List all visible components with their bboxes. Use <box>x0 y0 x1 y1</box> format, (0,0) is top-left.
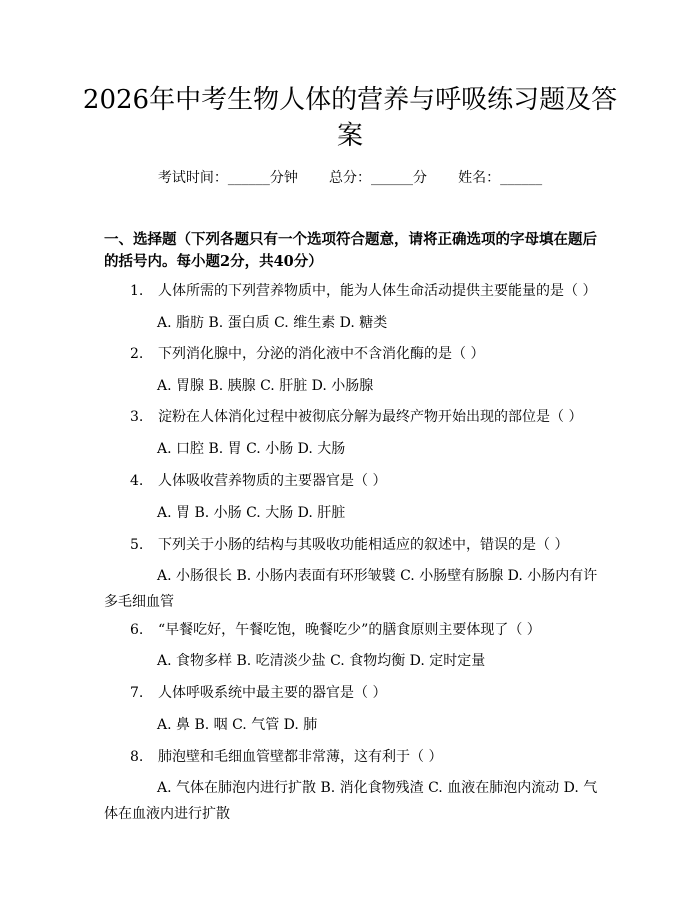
question-6 <box>130 620 610 640</box>
document-title: 2026年中考生物人体的营养与呼吸练习题及答案 <box>82 85 618 151</box>
question-3-options: A. 口腔 B. 胃 C. 小肠 D. 大肠 <box>157 441 346 457</box>
question-text: 人体呼吸系统中最主要的器官是（ ） <box>158 685 387 701</box>
question-number: 6. <box>130 622 144 638</box>
question-4 <box>130 471 610 491</box>
question-text: 下列关于小肠的结构与其吸收功能相适应的叙述中，错误的是（ ） <box>158 537 569 553</box>
question-3 <box>130 407 610 427</box>
question-number: 1. <box>130 283 144 299</box>
question-text: 淀粉在人体消化过程中被彻底分解为最终产物开始出现的部位是（ ） <box>158 409 583 425</box>
question-8 <box>130 747 610 767</box>
question-2 <box>130 344 610 364</box>
exam-info-line: 考试时间：______分钟 总分：______分 姓名：______ <box>157 170 543 186</box>
question-1-options: A. 脂肪 B. 蛋白质 C. 维生素 D. 糖类 <box>157 315 388 331</box>
question-text: 肺泡壁和毛细血管壁都非常薄，这有利于（ ） <box>158 749 443 765</box>
question-2-options: A. 胃腺 B. 胰腺 C. 肝脏 D. 小肠腺 <box>157 378 374 394</box>
question-number: 8. <box>130 749 144 765</box>
question-5-options: A. 小肠很长 B. 小肠内表面有环形皱襞 C. 小肠壁有肠腺 D. 小肠内有许多毛细血管 <box>104 568 598 610</box>
question-6-options: A. 食物多样 B. 吃清淡少盐 C. 食物均衡 D. 定时定量 <box>157 653 486 669</box>
question-number: 5. <box>130 537 144 553</box>
question-1 <box>130 281 610 301</box>
question-8-options: A. 气体在肺泡内进行扩散 B. 消化食物残渣 C. 血液在肺泡内流动 D. 气体在血液内进行扩散 <box>104 780 598 822</box>
question-7 <box>130 683 610 703</box>
question-4-options: A. 胃 B. 小肠 C. 大肠 D. 肝脏 <box>157 505 346 521</box>
section-heading: 一、选择题（下列各题只有一个选项符合题意，请将正确选项的字母填在题后的括号内。每小题2分，共40分） <box>104 231 597 270</box>
question-5 <box>130 535 610 555</box>
question-text: 人体吸收营养物质的主要器官是（ ） <box>158 473 387 489</box>
question-7-options: A. 鼻 B. 咽 C. 气管 D. 肺 <box>157 717 318 733</box>
question-text: 人体所需的下列营养物质中，能为人体生命活动提供主要能量的是（ ） <box>158 283 597 299</box>
question-number: 2. <box>130 346 144 362</box>
question-number: 4. <box>130 473 144 489</box>
question-text: 下列消化腺中，分泌的消化液中不含消化酶的是（ ） <box>158 346 485 362</box>
question-number: 3. <box>130 409 144 425</box>
question-number: 7. <box>130 685 144 701</box>
question-text: “早餐吃好，午餐吃饱，晚餐吃少”的膳食原则主要体现了（ ） <box>158 622 541 638</box>
